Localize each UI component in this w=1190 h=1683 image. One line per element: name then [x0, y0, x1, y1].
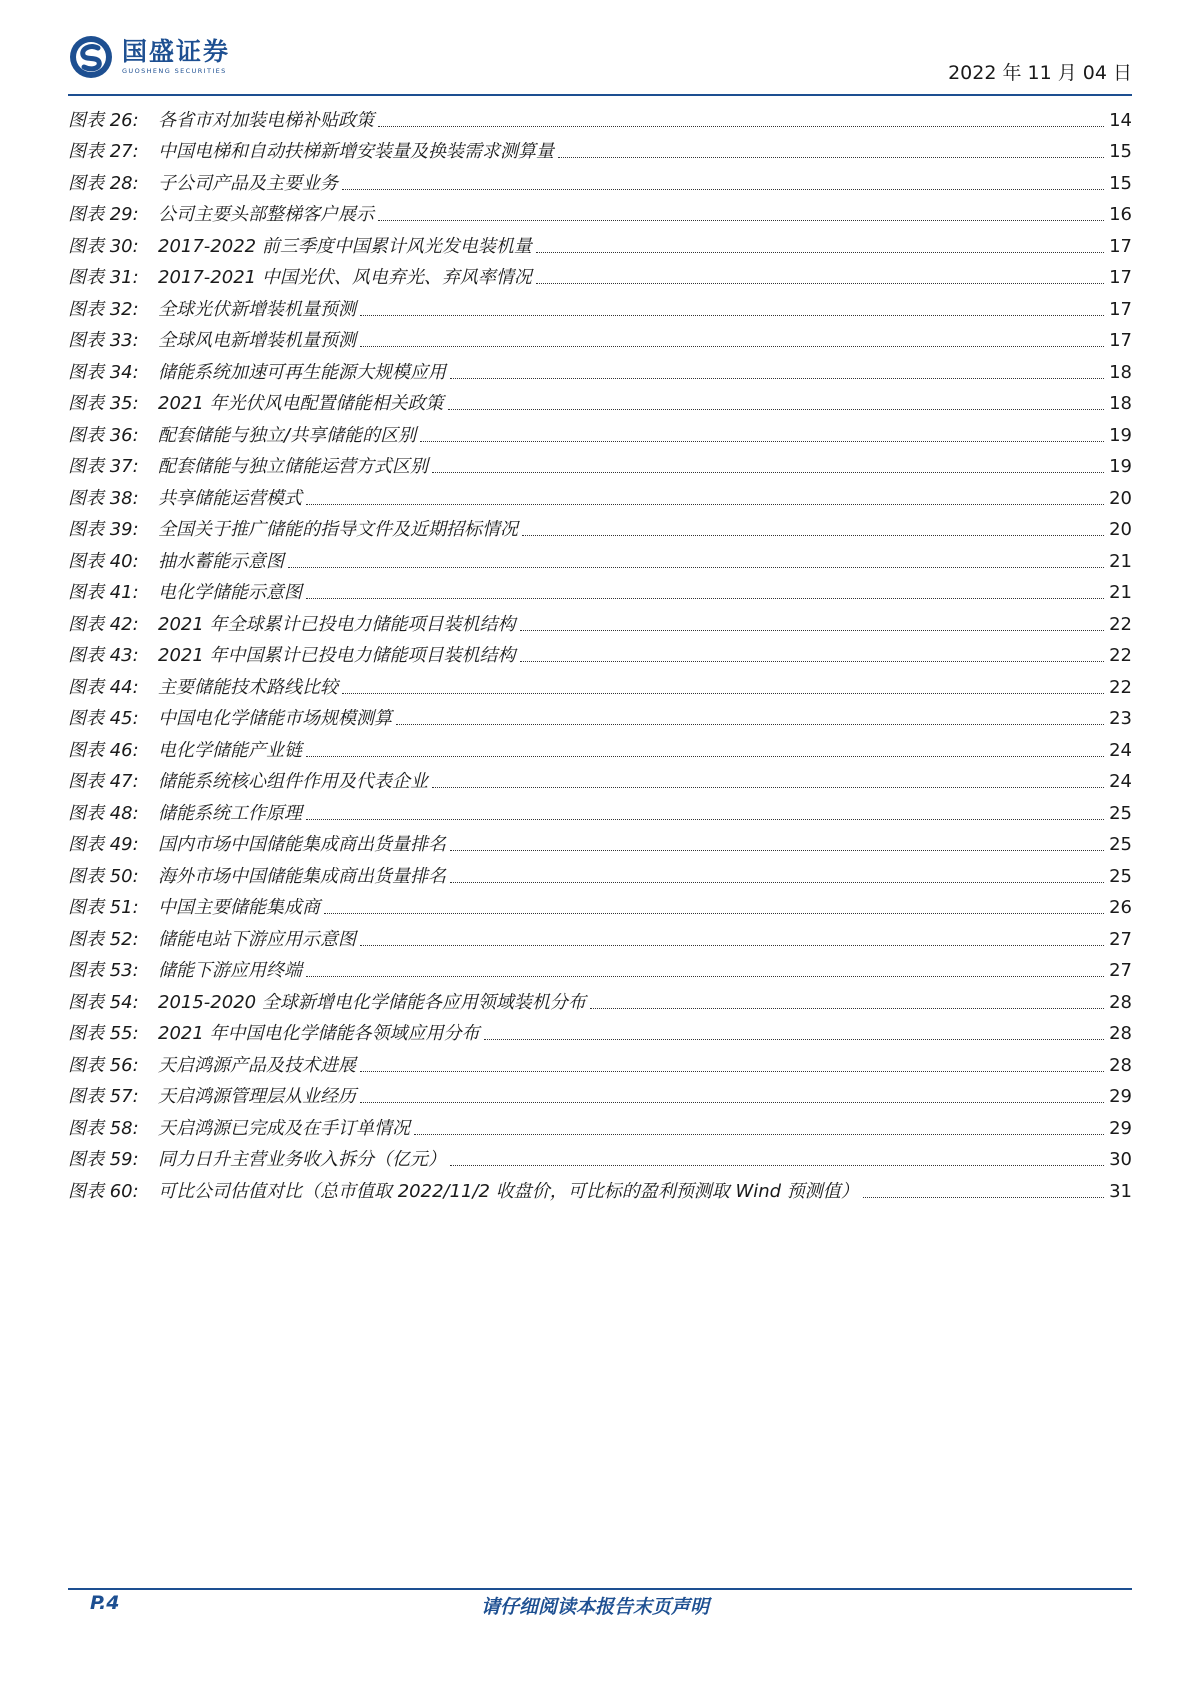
toc-entry-page: 22 — [1109, 676, 1132, 698]
toc-dot-leader — [420, 440, 1104, 442]
toc-entry-page: 14 — [1109, 109, 1132, 131]
toc-entry[interactable] — [68, 1110, 1132, 1142]
toc-entry-label: 图表 46: — [68, 739, 139, 761]
toc-entry-page: 25 — [1109, 834, 1132, 855]
toc-entry-label: 图表 54: — [68, 991, 139, 1013]
toc-entry-title: 共享储能运营模式 — [158, 487, 302, 509]
toc-entry-title: 2017-2021 中国光伏、风电弃光、弃风率情况 — [158, 267, 532, 288]
toc-entry-label: 图表 56: — [68, 1054, 139, 1076]
brand-logo — [68, 34, 230, 80]
toc-entry[interactable] — [68, 449, 1132, 481]
page-number: P.4 — [90, 1592, 120, 1614]
toc-entry-page: 18 — [1109, 393, 1132, 414]
toc-entry[interactable] — [68, 764, 1132, 796]
toc-entry-title: 国内市场中国储能集成商出货量排名 — [158, 834, 446, 855]
toc-entry-label: 图表 51: — [68, 897, 139, 918]
toc-entry-page: 18 — [1109, 361, 1132, 383]
toc-entry-label: 图表 34: — [68, 361, 139, 383]
toc-entry-page: 19 — [1109, 424, 1132, 446]
toc-dot-leader — [520, 660, 1104, 662]
toc-entry-page: 29 — [1109, 1086, 1132, 1107]
toc-entry-title: 天启鸿源管理层从业经历 — [158, 1086, 356, 1107]
toc-entry-label: 图表 44: — [68, 676, 139, 698]
toc-entry-title: 2021 年中国累计已投电力储能项目装机结构 — [158, 645, 516, 666]
toc-entry[interactable] — [68, 102, 1132, 134]
toc-entry[interactable] — [68, 165, 1132, 197]
toc-entry-label: 图表 29: — [68, 204, 139, 225]
toc-dot-leader — [360, 944, 1104, 946]
toc-entry-page: 17 — [1109, 235, 1132, 257]
toc-entry-title: 可比公司估值对比（总市值取 2022/11/2 收盘价，可比标的盈利预测取 Wind 预测值） — [158, 1180, 859, 1202]
toc-entry-page: 22 — [1109, 645, 1132, 666]
toc-entry[interactable] — [68, 701, 1132, 733]
toc-entry-label: 图表 49: — [68, 834, 139, 855]
toc-entry-label: 图表 53: — [68, 960, 139, 981]
toc-dot-leader — [342, 188, 1104, 190]
toc-entry[interactable] — [68, 1142, 1132, 1174]
toc-dot-leader — [288, 566, 1104, 568]
toc-entry[interactable] — [68, 827, 1132, 859]
toc-entry[interactable] — [68, 984, 1132, 1016]
toc-entry[interactable] — [68, 953, 1132, 985]
toc-entry-label: 图表 30: — [68, 235, 139, 257]
toc-entry-label: 图表 35: — [68, 393, 139, 414]
toc-dot-leader — [450, 1164, 1104, 1166]
toc-entry[interactable] — [68, 228, 1132, 260]
toc-entry-page: 26 — [1109, 897, 1132, 918]
toc-dot-leader — [306, 597, 1104, 599]
toc-entry-label: 图表 57: — [68, 1086, 139, 1107]
toc-entry-title: 主要储能技术路线比较 — [158, 676, 338, 698]
toc-entry-page: 29 — [1109, 1117, 1132, 1139]
toc-dot-leader — [378, 125, 1104, 127]
toc-entry[interactable] — [68, 386, 1132, 418]
toc-entry-label: 图表 59: — [68, 1149, 139, 1170]
toc-entry-label: 图表 41: — [68, 582, 139, 603]
toc-entry-page: 21 — [1109, 582, 1132, 603]
toc-entry-page: 21 — [1109, 550, 1132, 572]
toc-entry[interactable] — [68, 732, 1132, 764]
toc-entry-page: 22 — [1109, 613, 1132, 635]
toc-dot-leader — [520, 629, 1104, 631]
toc-entry-page: 28 — [1109, 1023, 1132, 1044]
toc-entry-label: 图表 31: — [68, 267, 139, 288]
toc-entry-title: 中国主要储能集成商 — [158, 897, 320, 918]
toc-dot-leader — [522, 534, 1104, 536]
toc-entry-label: 图表 43: — [68, 645, 139, 666]
toc-entry[interactable] — [68, 134, 1132, 166]
toc-entry-title: 储能系统加速可再生能源大规模应用 — [158, 361, 446, 383]
toc-entry[interactable] — [68, 512, 1132, 544]
toc-dot-leader — [378, 219, 1104, 221]
toc-entry-title: 海外市场中国储能集成商出货量排名 — [158, 865, 446, 887]
toc-entry[interactable] — [68, 1079, 1132, 1111]
brand-name-cn: 国盛证券 — [122, 37, 231, 66]
toc-entry-page: 25 — [1109, 865, 1132, 887]
toc-dot-leader — [306, 975, 1104, 977]
toc-entry-page: 17 — [1109, 330, 1132, 351]
toc-entry-title: 配套储能与独立储能运营方式区别 — [158, 456, 428, 477]
toc-entry-title: 天启鸿源产品及技术进展 — [158, 1054, 356, 1076]
toc-entry-page: 23 — [1109, 708, 1132, 729]
toc-dot-leader — [360, 1101, 1104, 1103]
toc-entry-label: 图表 36: — [68, 424, 139, 446]
toc-entry-page: 19 — [1109, 456, 1132, 477]
toc-entry-title: 中国电梯和自动扶梯新增安装量及换装需求测算量 — [158, 141, 554, 162]
brand-name-en: GUOSHENG SECURITIES — [122, 67, 227, 75]
toc-entry[interactable] — [68, 669, 1132, 701]
toc-entry-label: 图表 58: — [68, 1117, 139, 1139]
toc-entry-label: 图表 26: — [68, 109, 139, 131]
toc-dot-leader — [306, 818, 1104, 820]
toc-entry-label: 图表 37: — [68, 456, 139, 477]
toc-entry[interactable] — [68, 417, 1132, 449]
toc-dot-leader — [306, 755, 1104, 757]
toc-entry-title: 电化学储能产业链 — [158, 739, 302, 761]
figure-index — [68, 102, 1132, 1205]
toc-entry[interactable] — [68, 543, 1132, 575]
toc-dot-leader — [448, 408, 1104, 410]
toc-entry-label: 图表 27: — [68, 141, 139, 162]
brand-logo-icon — [68, 34, 114, 80]
toc-entry-label: 图表 48: — [68, 802, 139, 824]
toc-entry-label: 图表 47: — [68, 771, 139, 792]
toc-entry-label: 图表 42: — [68, 613, 139, 635]
toc-dot-leader — [396, 723, 1104, 725]
toc-dot-leader — [432, 471, 1104, 473]
toc-dot-leader — [484, 1038, 1104, 1040]
toc-entry-page: 17 — [1109, 267, 1132, 288]
header-divider — [68, 94, 1132, 96]
toc-entry[interactable] — [68, 480, 1132, 512]
toc-entry[interactable] — [68, 1173, 1132, 1205]
toc-entry-title: 电化学储能示意图 — [158, 582, 302, 603]
toc-entry-label: 图表 52: — [68, 928, 139, 950]
toc-dot-leader — [863, 1196, 1104, 1198]
toc-entry-page: 20 — [1109, 487, 1132, 509]
toc-dot-leader — [450, 849, 1104, 851]
toc-entry-title: 中国电化学储能市场规模测算 — [158, 708, 392, 729]
toc-dot-leader — [558, 156, 1104, 158]
toc-entry-title: 储能电站下游应用示意图 — [158, 928, 356, 950]
toc-entry[interactable] — [68, 323, 1132, 355]
toc-entry-page: 28 — [1109, 991, 1132, 1013]
toc-entry-label: 图表 55: — [68, 1023, 139, 1044]
toc-entry-title: 全球风电新增装机量预测 — [158, 330, 356, 351]
toc-dot-leader — [536, 251, 1104, 253]
toc-entry-label: 图表 38: — [68, 487, 139, 509]
toc-entry-page: 24 — [1109, 771, 1132, 792]
toc-entry-title: 各省市对加装电梯补贴政策 — [158, 109, 374, 131]
toc-entry-label: 图表 60: — [68, 1180, 139, 1202]
toc-entry-label: 图表 45: — [68, 708, 139, 729]
toc-entry-title: 子公司产品及主要业务 — [158, 172, 338, 194]
toc-entry-title: 天启鸿源已完成及在手订单情况 — [158, 1117, 410, 1139]
toc-entry-page: 30 — [1109, 1149, 1132, 1170]
toc-entry-page: 28 — [1109, 1054, 1132, 1076]
toc-entry-page: 24 — [1109, 739, 1132, 761]
toc-entry-page: 17 — [1109, 298, 1132, 320]
toc-entry-title: 全球光伏新增装机量预测 — [158, 298, 356, 320]
toc-entry-page: 15 — [1109, 172, 1132, 194]
toc-entry-title: 2021 年光伏风电配置储能相关政策 — [158, 393, 444, 414]
toc-dot-leader — [432, 786, 1104, 788]
toc-entry-label: 图表 50: — [68, 865, 139, 887]
toc-entry-title: 抽水蓄能示意图 — [158, 550, 284, 572]
toc-entry[interactable] — [68, 606, 1132, 638]
toc-entry-page: 15 — [1109, 141, 1132, 162]
toc-entry[interactable] — [68, 1016, 1132, 1048]
report-date: 2022 年 11 月 04 日 — [948, 62, 1132, 84]
toc-entry-title: 2015-2020 全球新增电化学储能各应用领域装机分布 — [158, 991, 586, 1013]
toc-entry-label: 图表 32: — [68, 298, 139, 320]
toc-dot-leader — [360, 1070, 1104, 1072]
toc-entry-title: 储能下游应用终端 — [158, 960, 302, 981]
toc-entry[interactable] — [68, 197, 1132, 229]
toc-entry[interactable] — [68, 575, 1132, 607]
toc-entry[interactable] — [68, 260, 1132, 292]
toc-entry-page: 27 — [1109, 928, 1132, 950]
toc-entry-title: 全国关于推广储能的指导文件及近期招标情况 — [158, 519, 518, 540]
toc-dot-leader — [360, 314, 1104, 316]
toc-entry-page: 27 — [1109, 960, 1132, 981]
toc-dot-leader — [450, 881, 1104, 883]
toc-entry-label: 图表 28: — [68, 172, 139, 194]
toc-entry[interactable] — [68, 638, 1132, 670]
toc-entry-title: 公司主要头部整梯客户展示 — [158, 204, 374, 225]
toc-entry[interactable] — [68, 858, 1132, 890]
toc-entry-title: 储能系统工作原理 — [158, 802, 302, 824]
footer-divider — [68, 1588, 1132, 1590]
toc-entry-title: 2017-2022 前三季度中国累计风光发电装机量 — [158, 235, 532, 257]
toc-entry-page: 20 — [1109, 519, 1132, 540]
toc-entry-title: 配套储能与独立/共享储能的区别 — [158, 424, 417, 446]
toc-entry-title: 同力日升主营业务收入拆分（亿元） — [158, 1149, 446, 1170]
toc-entry-label: 图表 33: — [68, 330, 139, 351]
toc-entry-page: 31 — [1109, 1180, 1132, 1202]
toc-entry[interactable] — [68, 1047, 1132, 1079]
toc-dot-leader — [414, 1133, 1104, 1135]
toc-entry[interactable] — [68, 795, 1132, 827]
toc-entry[interactable] — [68, 921, 1132, 953]
toc-entry[interactable] — [68, 291, 1132, 323]
toc-entry-label: 图表 40: — [68, 550, 139, 572]
toc-entry[interactable] — [68, 354, 1132, 386]
toc-entry-title: 2021 年中国电化学储能各领域应用分布 — [158, 1023, 480, 1044]
toc-dot-leader — [342, 692, 1104, 694]
toc-entry[interactable] — [68, 890, 1132, 922]
toc-dot-leader — [590, 1007, 1104, 1009]
disclaimer-notice: 请仔细阅读本报告末页声明 — [480, 1596, 709, 1618]
toc-dot-leader — [536, 282, 1104, 284]
toc-dot-leader — [324, 912, 1104, 914]
toc-entry-page: 16 — [1109, 204, 1132, 225]
toc-entry-title: 2021 年全球累计已投电力储能项目装机结构 — [158, 613, 516, 635]
toc-dot-leader — [306, 503, 1104, 505]
page-header — [68, 34, 1132, 90]
toc-entry-title: 储能系统核心组件作用及代表企业 — [158, 771, 428, 792]
toc-entry-page: 25 — [1109, 802, 1132, 824]
toc-entry-label: 图表 39: — [68, 519, 139, 540]
toc-dot-leader — [360, 345, 1104, 347]
toc-dot-leader — [450, 377, 1104, 379]
